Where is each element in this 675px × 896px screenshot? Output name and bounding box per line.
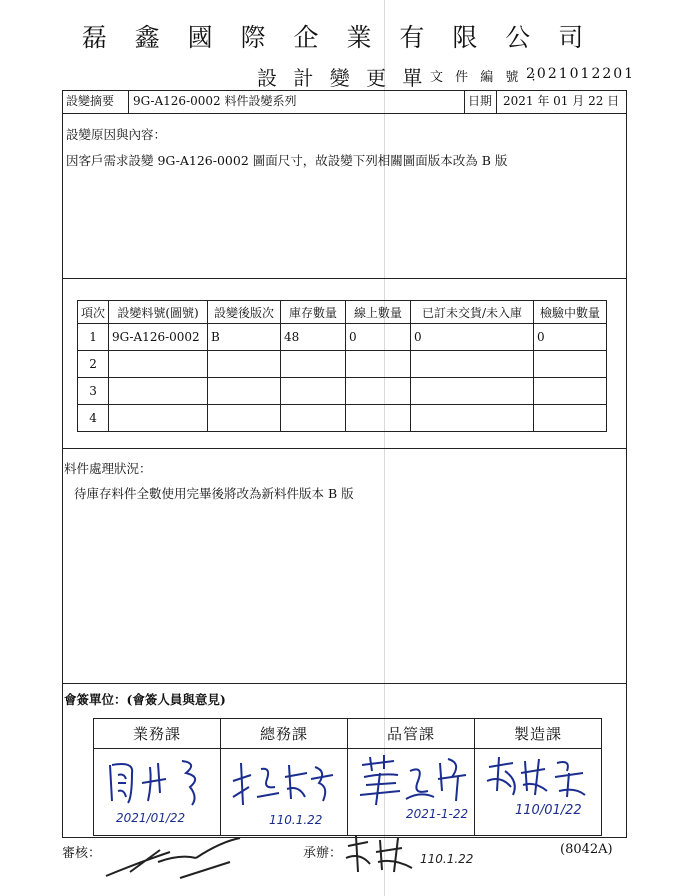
signature-image [227, 753, 339, 809]
section-divider [62, 683, 627, 684]
department-header: 品管課 [348, 719, 475, 749]
table-row [78, 405, 607, 432]
header-cell: 檢驗中數量 [534, 301, 607, 324]
table-cell [109, 378, 208, 405]
signoff-label: 會簽單位：(會簽人員與意見) [64, 692, 226, 707]
document-number-label: 文 件 編 號 ： [430, 70, 548, 85]
header-cell: 設變後版次 [208, 301, 281, 324]
table-row [78, 378, 607, 405]
handler-signature [342, 832, 422, 876]
table-cell: 3 [78, 378, 109, 405]
reason-label: 設變原因與內容： [66, 127, 167, 142]
signature-image [102, 753, 212, 807]
table-cell: 0 [411, 324, 534, 351]
table-cell [346, 378, 411, 405]
table-cell [411, 378, 534, 405]
table-cell [281, 351, 346, 378]
material-label: 料件處理狀況： [64, 461, 152, 476]
table-cell [411, 351, 534, 378]
table-cell: 2 [78, 351, 109, 378]
form-number: (8042A) [560, 842, 613, 857]
table-cell: 9G-A126-0002 [109, 324, 208, 351]
handler-label: 承辦： [303, 846, 343, 861]
table-cell [534, 351, 607, 378]
signature-cell [348, 749, 475, 836]
table-cell: 0 [346, 324, 411, 351]
table-cell [208, 405, 281, 432]
signature-date: 2021-1-22 [406, 807, 469, 821]
review-label: 審核： [62, 846, 102, 861]
signature-date: 110/01/22 [515, 803, 582, 818]
table-cell [208, 351, 281, 378]
summary-row [62, 90, 627, 114]
signature-image [483, 751, 593, 801]
table-cell: B [208, 324, 281, 351]
header-cell: 設變料號(圖號) [109, 301, 208, 324]
department-header: 製造課 [475, 719, 602, 749]
signoff-table [93, 718, 602, 836]
summary-label: 設變摘要 [66, 94, 115, 108]
table-row [78, 324, 607, 351]
signature-cell [94, 749, 221, 836]
table-cell [346, 351, 411, 378]
header-cell: 項次 [78, 301, 109, 324]
signature-cell [475, 749, 602, 836]
table-cell: 4 [78, 405, 109, 432]
table-header-row [78, 301, 607, 324]
material-text: 待庫存料件全數使用完畢後將改為新料件版本 B 版 [74, 486, 354, 501]
table-cell [109, 405, 208, 432]
summary-value: 9G-A126-0002 料件設變系列 [133, 94, 297, 108]
table-cell [534, 378, 607, 405]
handler-date: 110.1.22 [420, 852, 474, 866]
section-divider [62, 278, 627, 279]
document-number: 2021012201 [526, 66, 636, 82]
reviewer-signature [100, 832, 250, 884]
header-cell: 線上數量 [346, 301, 411, 324]
company-name: 磊 鑫 國 際 企 業 有 限 公 司 [81, 23, 594, 52]
table-cell [109, 351, 208, 378]
table-cell [281, 378, 346, 405]
table-cell [281, 405, 346, 432]
section-divider [62, 448, 627, 449]
items-table [77, 300, 607, 432]
signature-date: 110.1.22 [269, 813, 323, 827]
signature-image [354, 751, 470, 807]
signature-cell [221, 749, 348, 836]
document-title: 設 計 變 更 單 [257, 66, 428, 90]
table-cell: 1 [78, 324, 109, 351]
signature-date: 2021/01/22 [116, 811, 186, 825]
header-cell: 已訂未交貨/未入庫 [411, 301, 534, 324]
table-row [78, 351, 607, 378]
department-header: 業務課 [94, 719, 221, 749]
table-cell [411, 405, 534, 432]
table-cell: 48 [281, 324, 346, 351]
table-cell: 0 [534, 324, 607, 351]
header-cell: 庫存數量 [281, 301, 346, 324]
date-value: 2021 年 01 月 22 日 [503, 94, 620, 108]
table-cell [346, 405, 411, 432]
date-label: 日期 [468, 94, 493, 108]
table-cell [208, 378, 281, 405]
reason-text: 因客戶需求設變 9G-A126-0002 圖面尺寸，故設變下列相關圖面版本改為 B 版 [66, 153, 508, 168]
table-cell [534, 405, 607, 432]
department-header: 總務課 [221, 719, 348, 749]
